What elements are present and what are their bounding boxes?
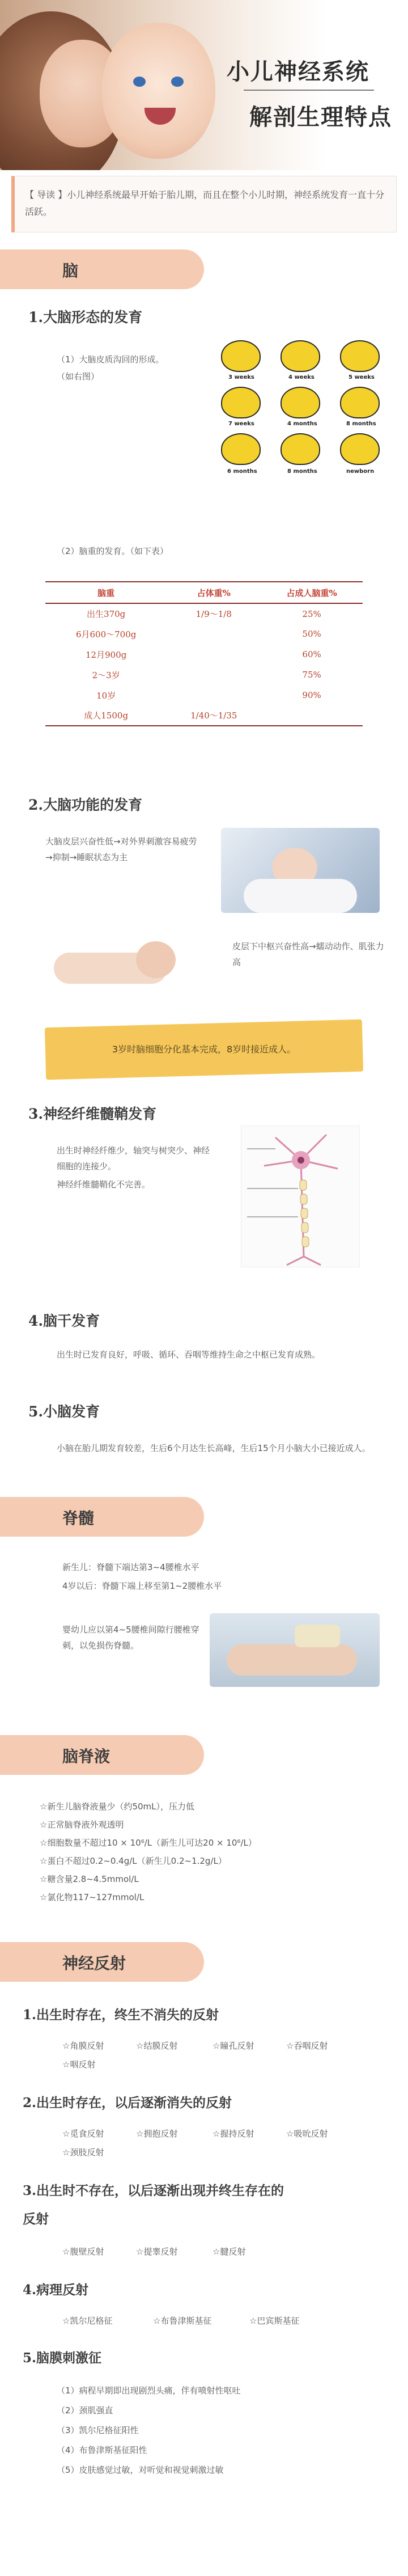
neuron-diagram <box>241 1126 360 1267</box>
heading-brainstem: 4.脑干发育 <box>28 1313 100 1329</box>
heading-reflex-3-cont: 反射 <box>23 2211 49 2227</box>
reflex-item: ☆腱反射 <box>212 2247 246 2257</box>
heading-myelin: 3.神经纤维髓鞘发育 <box>28 1106 157 1122</box>
col-header: 脑重 <box>45 582 167 603</box>
col-header: 占成人脑重% <box>261 582 363 603</box>
text-cortex-function: 大脑皮层兴奋性低→对外界刺激容易疲劳→抑制→睡眠状态为主 <box>45 836 197 862</box>
csf-item: ☆新生儿脑脊液量少（约50mL），压力低 <box>40 1801 195 1812</box>
text-cerebellum: 小脑在胎儿期发育较差，生后6个月达生长高峰，生后15个月小脑大小已接近成人。 <box>57 1443 371 1453</box>
section-title: 神经反射 <box>62 1954 126 1973</box>
heading-reflex-5: 5.脑膜刺激征 <box>23 2350 102 2366</box>
lumbar-puncture-photo <box>210 1613 380 1687</box>
newborn-photo <box>31 913 196 998</box>
brain-weight-table <box>45 581 363 726</box>
hero-banner <box>0 0 408 170</box>
table-row: 6月600～700g 50% <box>75 629 321 640</box>
text-see-right: （如右图） <box>57 371 100 382</box>
heading-brain-morphology: 1.大脑形态的发育 <box>28 309 143 325</box>
csf-item: ☆糖含量2.8~4.5mmol/L <box>40 1874 139 1884</box>
hero-subtitle: 解剖生理特点 <box>249 104 392 130</box>
heading-brain-function: 2.大脑功能的发育 <box>28 797 143 813</box>
csf-item: ☆正常脑脊液外观透明 <box>40 1820 124 1830</box>
col-header: 占体重% <box>167 582 261 603</box>
section-title: 脊髓 <box>62 1509 95 1528</box>
section-spinal-tab <box>0 1497 204 1537</box>
reflex-item: ☆咽反射 <box>62 2059 96 2070</box>
reflex-item: ☆握持反射 <box>212 2129 254 2139</box>
reflex-item: ☆拥抱反射 <box>136 2129 178 2139</box>
reflex-item: （5）皮肤感觉过敏，对听觉和视觉刺激过敏 <box>57 2465 224 2475</box>
text-myelin-2: 神经纤维髓鞘化不完善。 <box>57 1179 151 1190</box>
table-header-row <box>45 582 363 603</box>
reflex-item: （1）病程早期即出现剧烈头痛，伴有喷射性呕吐 <box>57 2385 241 2396</box>
csf-item: ☆蛋白不超过0.2~0.4g/L（新生儿0.2~1.2g/L） <box>40 1856 227 1866</box>
text-subcortex: 皮层下中枢兴奋性高→蠕动动作、肌张力高 <box>232 941 384 967</box>
table-row: 10岁 90% <box>96 690 321 701</box>
reflex-item: ☆瞳孔反射 <box>212 2041 254 2051</box>
reflex-item: ☆颈肢反射 <box>62 2147 104 2158</box>
sleeping-baby-photo <box>221 828 380 913</box>
text-spinal-4y: 4岁以后：脊髓下端上移至第1~2腰椎水平 <box>62 1581 222 1591</box>
heading-reflex-1: 1.出生时存在，终生不消失的反射 <box>23 2007 219 2023</box>
hero-title: 小儿神经系统 <box>227 58 369 85</box>
reflex-item: （4）布鲁津斯基征阳性 <box>57 2445 147 2455</box>
reflex-item: ☆布鲁津斯基征 <box>153 2316 212 2326</box>
section-reflex-tab <box>0 1942 204 1982</box>
reflex-item: ☆吞咽反射 <box>286 2041 328 2051</box>
section-title: 脑脊液 <box>62 1747 110 1766</box>
heading-reflex-4: 4.病理反射 <box>23 2282 89 2298</box>
reflex-item: ☆角膜反射 <box>62 2041 104 2051</box>
reflex-item: （2）颈肌强直 <box>57 2405 113 2416</box>
brain-development-figure: 3 weeks 4 weeks 5 weeks 7 weeks 4 months 8 months 6 months 8 months newborn <box>218 340 388 482</box>
reflex-item: ☆腹壁反射 <box>62 2247 104 2257</box>
text-brainstem: 出生时已发育良好，呼吸、循环、吞咽等维持生命之中枢已发育成熟。 <box>57 1350 321 1360</box>
text-spinal-newborn: 新生儿：脊髓下端达第3~4腰椎水平 <box>62 1562 199 1572</box>
csf-item: ☆氯化物117~127mmol/L <box>40 1892 144 1902</box>
table-row: 成人1500g 1/40～1/35 <box>45 705 363 726</box>
intro-box: 【 导读 】小儿神经系统最早开始于胎儿期，而且在整个小儿时期，神经系统发育一直十分活跃。 <box>11 176 397 232</box>
reflex-item: ☆结膜反射 <box>136 2041 178 2051</box>
reflex-item: ☆提睾反射 <box>136 2247 178 2257</box>
table-row: 出生370g 1/9～1/8 25% <box>87 608 321 619</box>
reflex-item: ☆凯尔尼格征 <box>62 2316 113 2326</box>
csf-item: ☆细胞数量不超过10 × 10⁶/L（新生儿可达20 × 10⁶/L） <box>40 1838 257 1848</box>
text-brain-weight: （2）脑重的发育。（如下表） <box>57 546 169 556</box>
heading-cerebellum: 5.小脑发育 <box>28 1403 100 1420</box>
table-row: 2～3岁 75% <box>92 670 321 680</box>
reflex-item: ☆觅食反射 <box>62 2129 104 2139</box>
heading-reflex-2: 2.出生时存在，以后逐渐消失的反射 <box>23 2095 232 2110</box>
section-title: 脑 <box>62 261 79 280</box>
text-myelin-1: 出生时神经纤维少，轴突与树突少、神经细胞的连接少。 <box>57 1145 210 1171</box>
highlight-banner-text: 3岁时脑细胞分化基本完成，8岁时接近成人。 <box>112 1044 296 1055</box>
section-brain-tab <box>0 249 204 289</box>
baby-photo <box>102 23 215 159</box>
hero-divider <box>244 90 374 91</box>
text-cortex: （1）大脑皮质沟回的形成。 <box>57 354 164 365</box>
table-row: 12月900g 60% <box>85 649 321 660</box>
reflex-item: ☆吸吮反射 <box>286 2129 328 2139</box>
heading-reflex-3: 3.出生时不存在，以后逐渐出现并终生存在的 <box>23 2183 284 2198</box>
reflex-item: ☆巴宾斯基征 <box>249 2316 300 2326</box>
text-lumbar-puncture: 婴幼儿应以第4~5腰椎间隙行腰椎穿刺，以免损伤脊髓。 <box>62 1625 199 1651</box>
section-csf-tab <box>0 1735 204 1775</box>
reflex-item: （3）凯尔尼格征阳性 <box>57 2425 139 2435</box>
